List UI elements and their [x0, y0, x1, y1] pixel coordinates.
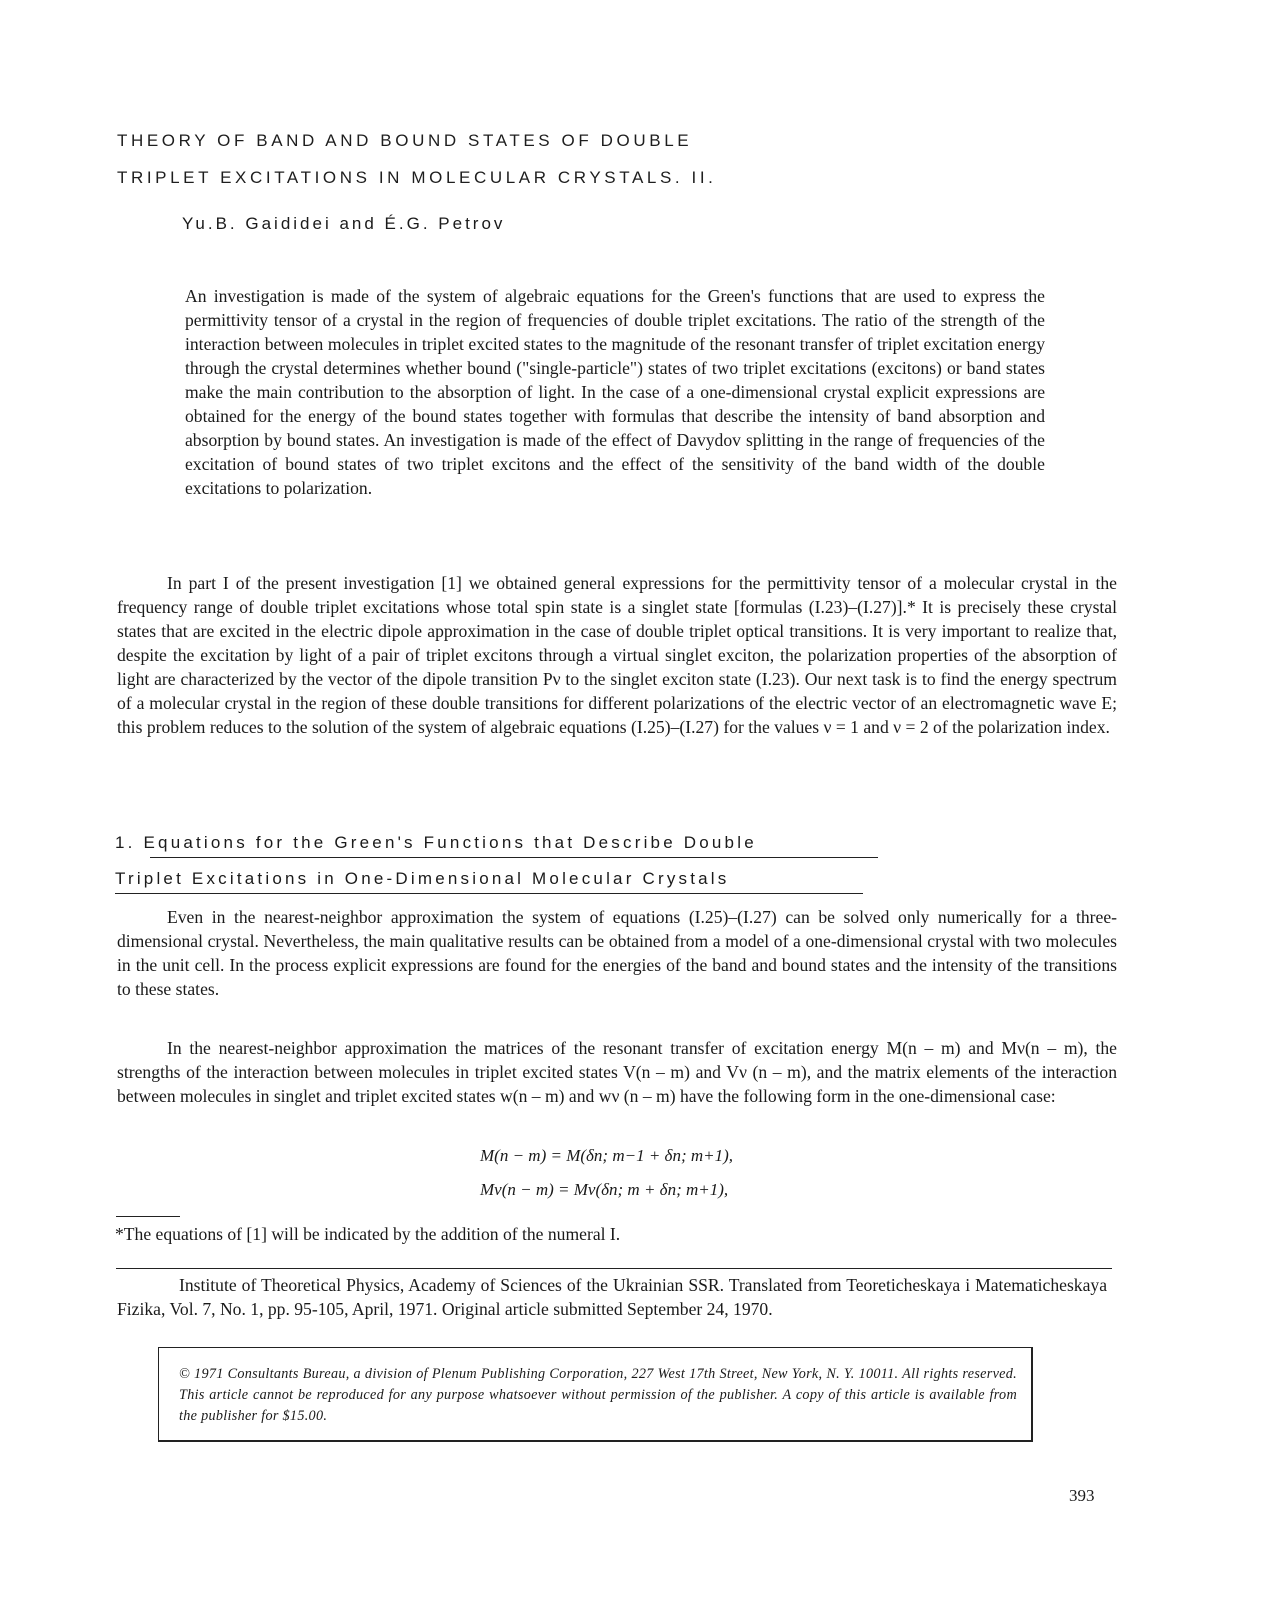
page-number: 393	[1069, 1486, 1095, 1505]
section-paragraph-1-text: Even in the nearest-neighbor approximation the system of equations (I.25)–(I.27) can be solved only numerically for a three-dimensional crystal. Nevertheless, the main qualitative results can be obtained from a model of a one-dimensional crystal with two molecules in the unit cell. In the process explicit expressions are found for the energies of the band and bound states and the intensity of the transitions to these states.	[117, 907, 1117, 999]
paper-title-line-1: THEORY OF BAND AND BOUND STATES OF DOUBLE	[117, 131, 693, 150]
section-heading-underline-1	[150, 857, 878, 858]
abstract: An investigation is made of the system of algebraic equations for the Green's functions that are used to express the permittivity tensor of a crystal in the region of frequencies of double triplet excitations. The ratio of the strength of the interaction between molecules in triplet excited states to the magnitude of the resonant transfer of triplet excitation energy through the crystal determines whether bound ("single-particle") states of two triplet excitations (excitons) or band states make the main contribution to the absorption of light. In the case of a one-dimensional crystal explicit expressions are obtained for the energy of the bound states together with formulas that describe the intensity of band absorption and absorption by bound states. An investigation is made of the effect of Davydov splitting in the range of frequencies of the excitation of bound states of two triplet excitons and the effect of the sensitivity of the band width of the double excitations to polarization.	[185, 286, 1045, 498]
section-heading-line-2: Triplet Excitations in One-Dimensional Molecular Crystals	[115, 869, 730, 888]
section-heading-underline-2	[115, 893, 863, 894]
introduction-paragraph	[117, 571, 1117, 739]
section-paragraph-1	[117, 905, 1117, 1001]
section-paragraph-2-text: In the nearest-neighbor approximation the matrices of the resonant transfer of excitation energy M(n – m) and Mν(n – m), the strengths of the interaction between molecules in triplet excited states V(n – m) and Vν (n – m), and the matrix elements of the interaction between molecules in singlet and triplet excited states w(n – m) and wν (n – m) have the following form in the one-dimensional case:	[117, 1038, 1117, 1106]
copyright-notice: © 1971 Consultants Bureau, a division of Plenum Publishing Corporation, 227 West 17th Street, New York, N. Y. 10011. All rights reserved. This article cannot be reproduced for any purpose whatsoever without permission of the publisher. A copy of this article is available from the publisher for $15.00.	[179, 1366, 1017, 1424]
introduction-text: In part I of the present investigation [1] we obtained general expressions for the permittivity tensor of a molecular crystal in the frequency range of double triplet excitations whose total spin state is a singlet state [formulas (I.23)–(I.27)].* It is precisely these crystal states that are excited in the electric dipole approximation in the case of double triplet optical transitions. It is very important to realize that, despite the excitation by light of a pair of triplet excitons through a virtual singlet exciton, the polarization properties of the absorption of light are characterized by the vector of the dipole transition Pν to the singlet exciton state (I.23). Our next task is to find the energy spectrum of a molecular crystal in the region of these double transitions for different polarizations of the electric vector of an electromagnetic wave E; this problem reduces to the solution of the system of algebraic equations (I.25)–(I.27) for the values ν = 1 and ν = 2 of the polarization index.	[117, 573, 1117, 737]
affiliation-separator	[116, 1268, 1112, 1269]
paper-title-line-2: TRIPLET EXCITATIONS IN MOLECULAR CRYSTALS. II.	[117, 168, 717, 187]
copyright-box	[158, 1347, 1033, 1442]
footnote-rule	[116, 1216, 180, 1217]
equation-1: M(n − m) = M(δn; m−1 + δn; m+1),	[480, 1146, 734, 1165]
affiliation-text: Institute of Theoretical Physics, Academy of Sciences of the Ukrainian SSR. Translated from Teoreticheskaya i Matematicheskaya Fizika, Vol. 7, No. 1, pp. 95-105, April, 1971. Original article submitted September 24, 1970.	[117, 1275, 1107, 1319]
footnote: *The equations of [1] will be indicated by the addition of the numeral I.	[115, 1224, 621, 1244]
section-heading-line-1: 1. Equations for the Green's Functions that Describe Double	[115, 833, 757, 852]
affiliation-block	[117, 1273, 1107, 1321]
author-list: Yu.B. Gaididei and É.G. Petrov	[182, 214, 506, 233]
section-paragraph-2	[117, 1036, 1117, 1108]
equation-2: Mν(n − m) = Mν(δn; m + δn; m+1),	[480, 1180, 729, 1199]
